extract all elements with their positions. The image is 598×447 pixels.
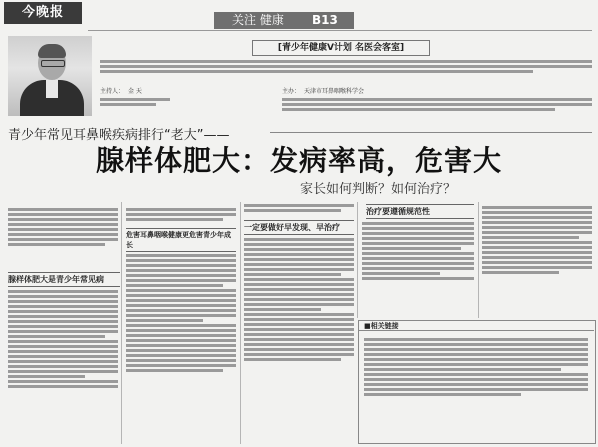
credit-block-left <box>100 96 180 114</box>
kicker-rule <box>270 132 592 133</box>
column-divider <box>240 202 241 444</box>
intro-text <box>100 58 592 76</box>
column-divider <box>121 202 122 444</box>
portrait-photo <box>8 36 92 116</box>
masthead-logo: 今晚报 <box>4 2 82 24</box>
column-divider <box>357 202 358 318</box>
column-4-body <box>362 220 474 316</box>
host-label: 主持人： <box>100 88 125 95</box>
column-2-body <box>126 252 236 444</box>
organizer-name: 天津市耳鼻咽喉科学会 <box>304 88 365 95</box>
subheadline: 家长如何判断？如何治疗？ <box>300 182 457 197</box>
organizer-label: 主办： <box>282 88 301 95</box>
column-1-body <box>8 288 118 444</box>
column-2-top <box>126 206 236 226</box>
host-name: 金 天 <box>128 88 142 95</box>
photo-hair-shape <box>38 44 66 58</box>
column-3-top <box>244 202 354 220</box>
section-bar <box>214 12 354 29</box>
section-title-1: 腺样体肥大是青少年常见病 <box>8 272 120 287</box>
column-1-top <box>8 206 118 268</box>
column-divider <box>478 202 479 318</box>
photo-glasses-shape <box>41 60 65 67</box>
related-link-body <box>364 336 588 438</box>
column-5-body <box>482 204 592 316</box>
section-title-3: 一定要做好早发现、早治疗 <box>244 220 354 235</box>
related-link-title: ■相关链接 <box>364 322 399 330</box>
kicker-title: 青少年常见耳鼻喉疾病排行“老大”—— <box>8 128 230 143</box>
header-rule <box>88 30 592 31</box>
section-name: 关注 健康 <box>232 13 284 27</box>
related-link-rule <box>358 330 594 331</box>
page-header <box>0 0 598 30</box>
event-title: [青少年健康V计划 名医会客室] <box>252 40 430 56</box>
headline: 腺样体肥大：发病率高，危害大 <box>96 144 503 177</box>
column-3-body <box>244 236 354 444</box>
section-title-2: 危害耳鼻咽喉健康更危害青少年成长 <box>126 228 236 252</box>
photo-collar-shape <box>46 80 58 98</box>
section-title-4: 治疗要遵循规范性 <box>366 204 474 219</box>
credit-block-right <box>282 96 592 118</box>
page-number: B13 <box>312 13 338 27</box>
